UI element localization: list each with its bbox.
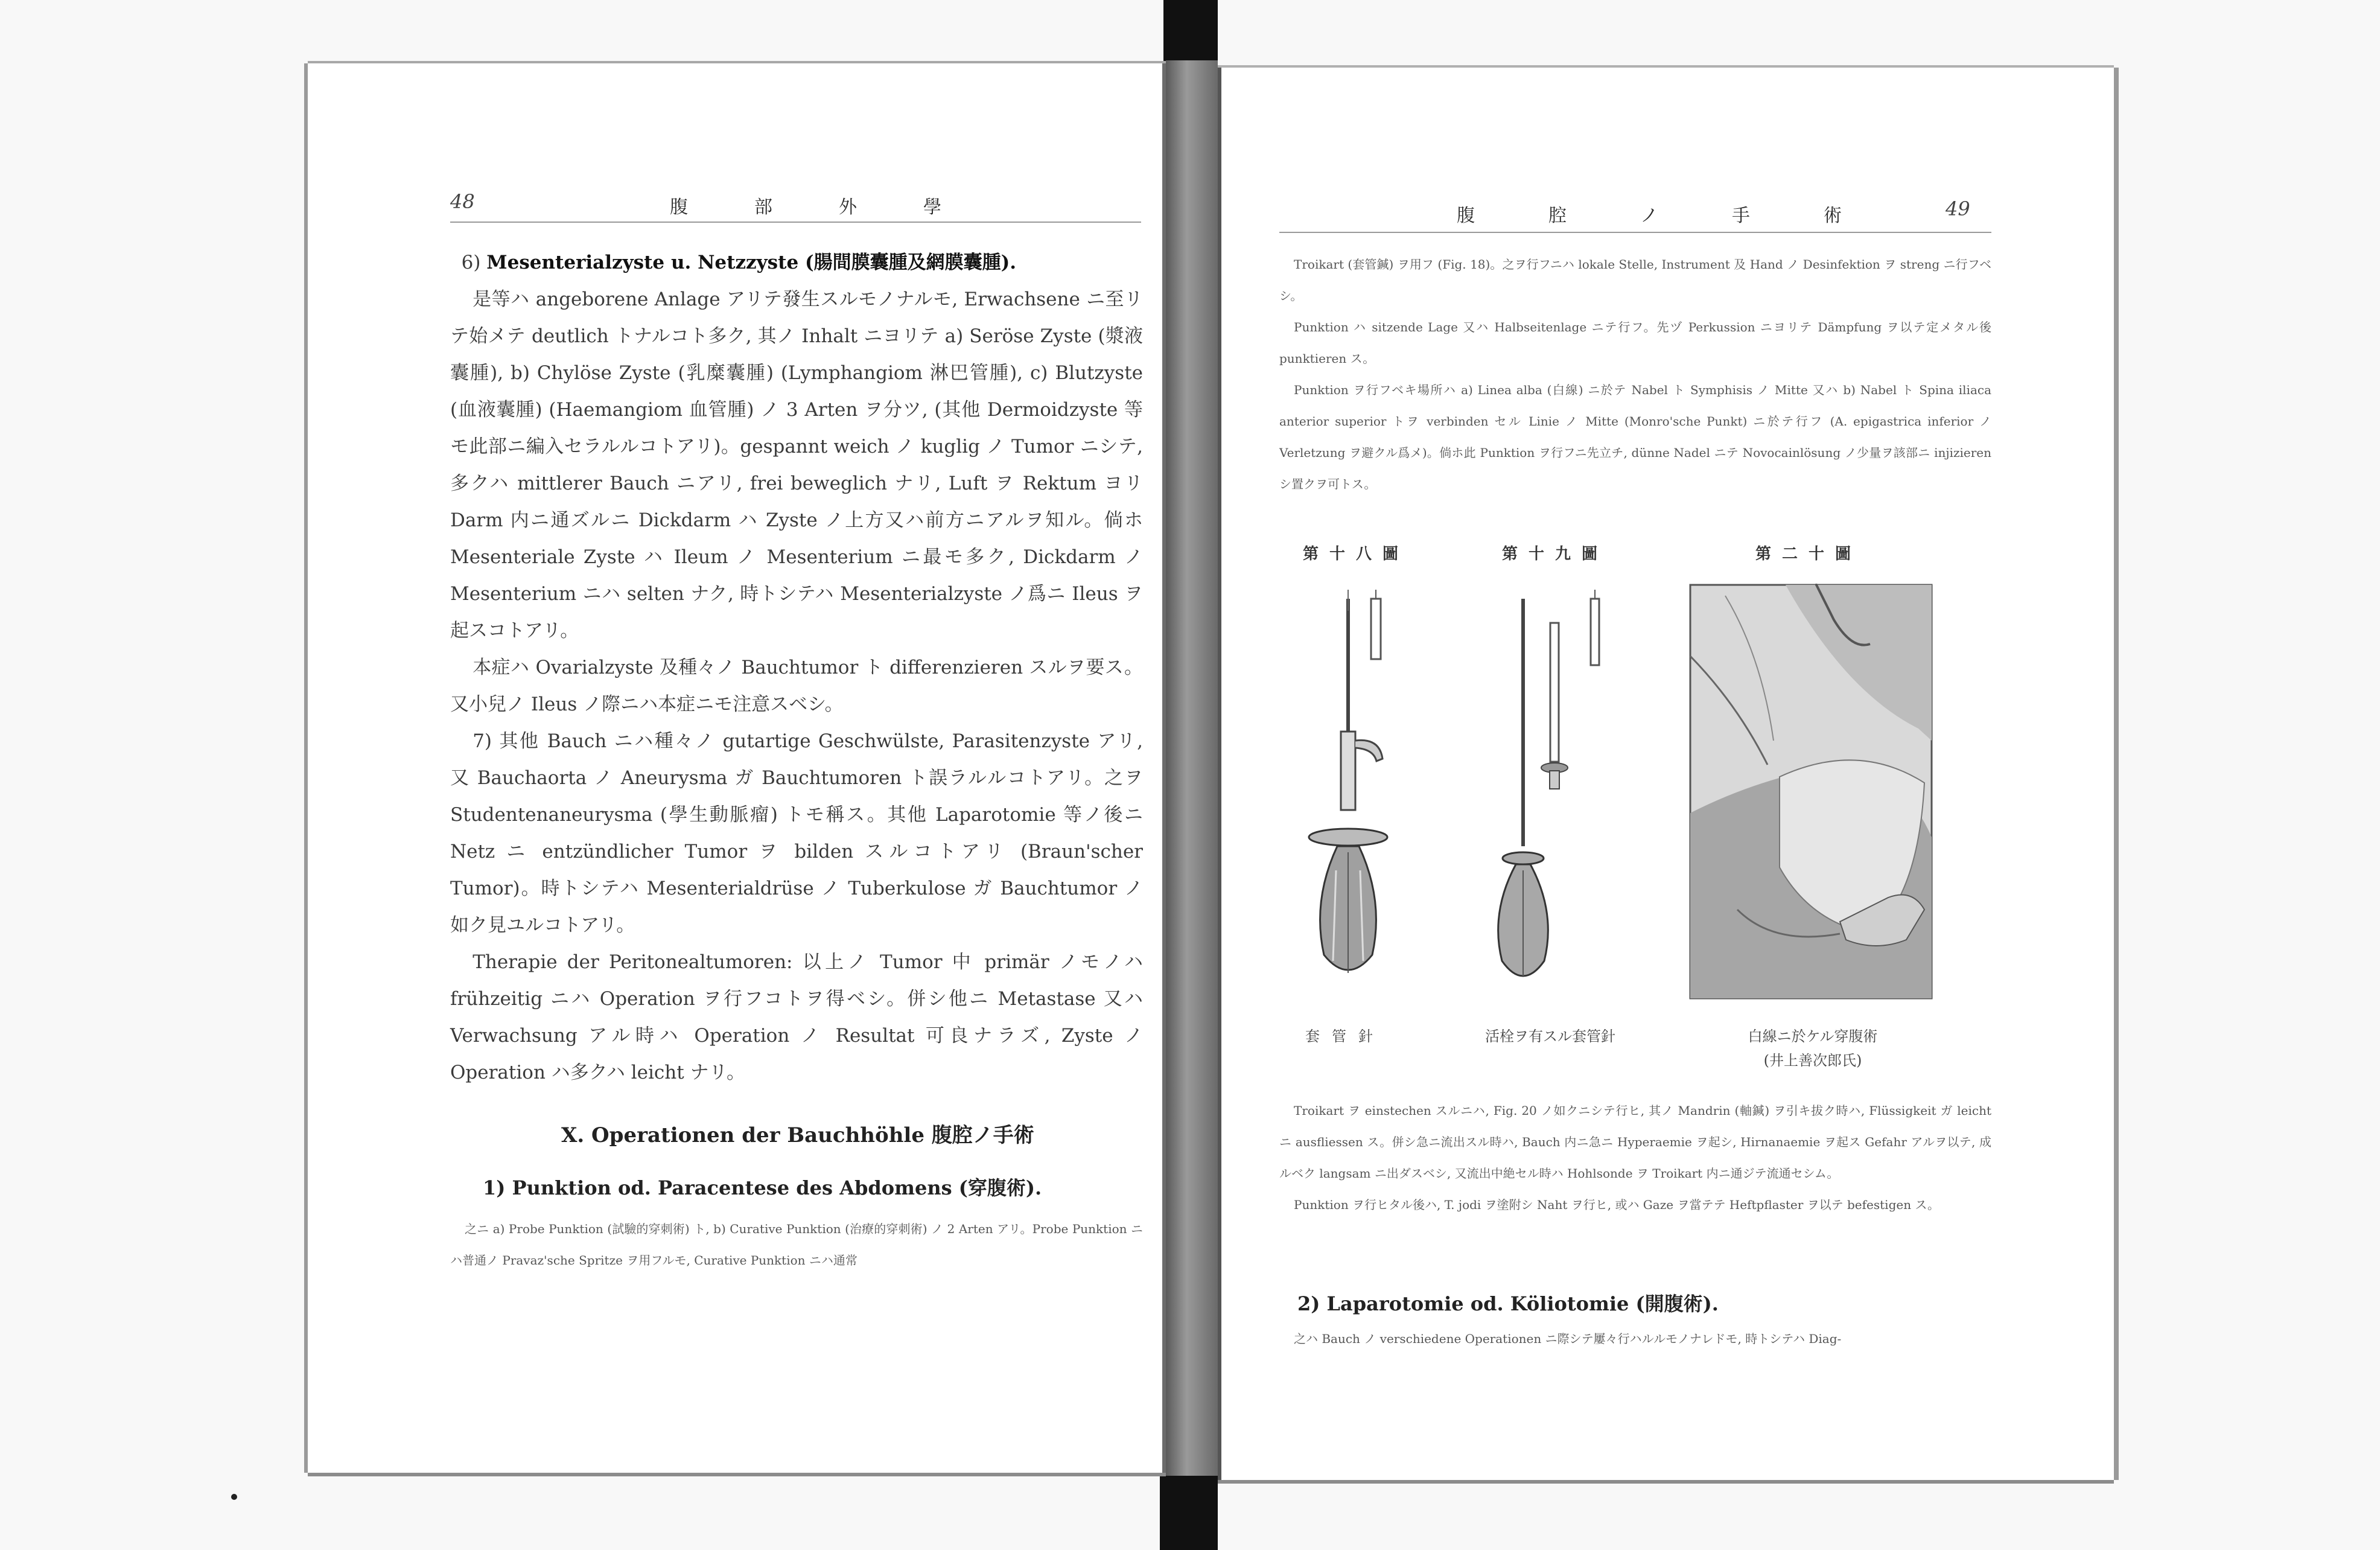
right-last-line <box>1279 1323 1991 1354</box>
figure-20-caption: 第二十圖 <box>1755 545 1862 563</box>
small-paragraph: Punktion ヲ行フベキ場所ハ a) Linea alba (白線) ニ於テ Nabel ト Symphisis ノ Mitte 又ハ b) Nabel ト Spina iliaca anterior superior トヲ verbinden セル Linie ノ Mitte (Monro'sche Punkt) ニ於テ行フ (A. epigastrica inferior ノ Verletzung ヲ避クル爲メ)。倘ホ此 Punktion ヲ行フニ先立チ, dünne Nadel ニテ Novocainlösung ノ少量ヲ該部ニ injizieren シ置クヲ可トス。 <box>1279 383 1991 491</box>
header-rule <box>450 222 1141 223</box>
paragraph: 7) 其他 Bauch ニハ種々ノ gutartige Geschwülste, Parasitenzyste アリ, 又 Bauchaorta ノ Aneurysma ガ Bauchtumoren ト誤ラルルコトアリ。之ヲ Studentenaneurysma (學生動脈瘤) トモ稱ス。其他 Laparotomie 等ノ後ニ Netz ニ entzündlicher Tumor ヲ bilden スルコトアリ (Braun'scher Tumor)。時トシテハ Mesenterialdrüse ノ Tuberkulose ガ Bauchtumor ノ如ク見ユルコトアリ。 <box>450 730 1143 936</box>
paragraph-number: 6) <box>461 252 481 273</box>
header-rule <box>1279 232 1991 233</box>
small-paragraph: 之ハ Bauch ノ verschiedene Operationen ニ際シテ屢々行ハルルモノナレドモ, 時トシテハ Diag- <box>1294 1332 1842 1346</box>
figure-20-label: 白線ニ於ケル穿腹術 <box>1748 1028 1878 1045</box>
running-head: 腹 部 外 學 <box>670 197 966 218</box>
small-text <box>450 1213 1143 1276</box>
small-paragraph: Troikart (套管鍼) ヲ用フ (Fig. 18)。之ヲ行フニハ lokale Stelle, Instrument 及 Hand ノ Desinfektion ヲ streng ニ行フベシ。 <box>1279 257 1991 303</box>
right-top-text <box>1279 249 1991 500</box>
right-bottom-text <box>1279 1095 1991 1220</box>
small-paragraph: 之ニ a) Probe Punktion (試驗的穿刺術) ト, b) Curative Punktion (治療的穿刺術) ノ 2 Arten アリ。Probe Punktion ニハ普通ノ Pravaz'sche Spritze ヲ用フルモ, Curative Punktion ニハ通常 <box>450 1222 1143 1268</box>
small-paragraph: Troikart ヲ einstechen スルニハ, Fig. 20 ノ如クニシテ行ヒ, 其ノ Mandrin (軸鍼) ヲ引キ拔ク時ハ, Flüssigkeit ガ leicht ニ ausfliessen ス。併シ急ニ流出スル時ハ, Bauch 内ニ急ニ Hyperaemie ヲ起シ, Hirnanaemie ヲ起ス Gefahr アルヲ以テ, 成ルベク langsam ニ出ダスベシ, 又流出中絶セル時ハ Hohlsonde ヲ Troikart 内ニ通ジテ流通セシム。 <box>1279 1103 1991 1181</box>
figure-18-caption: 第十八圖 <box>1303 545 1410 563</box>
right-page <box>1218 68 2114 1480</box>
running-head: 腹 腔 ノ 手 術 <box>1457 205 1869 226</box>
figure-18-trocar-illustration <box>1300 587 1421 1009</box>
small-paragraph: Punktion ハ sitzende Lage 又ハ Halbseitenlage ニテ行フ。先ヅ Perkussion ニヨリテ Dämpfung ヲ以テ定メタル後 punktieren ス。 <box>1279 320 1991 366</box>
figure-20-abdominal-puncture-illustration <box>1689 584 1933 1000</box>
left-text-block <box>450 244 1143 1091</box>
book-spine <box>1166 60 1218 1476</box>
left-page <box>308 63 1166 1473</box>
paragraph-6-heading <box>450 244 1143 281</box>
small-paragraph: Punktion ヲ行ヒタル後ハ, T. jodi ヲ塗附シ Naht ヲ行ヒ, 或ハ Gaze ヲ當テテ Heftpflaster ヲ以テ befestigen ス。 <box>1294 1198 1940 1212</box>
paragraph: Therapie der Peritonealtumoren: 以上ノ Tumor 中 primär ノモノハ frühzeitig ニハ Operation ヲ行フコトヲ得ベシ。併シ他ニ Metastase 又ハ Verwachsung アル時ハ Operation ノ Resultat 可良ナラズ, Zyste ノ Operation ハ多クハ leicht ナリ。 <box>450 951 1143 1083</box>
scan-speck <box>231 1494 237 1500</box>
section-title: X. Operationen der Bauchhöhle 腹腔ノ手術 <box>561 1123 1034 1147</box>
figure-20-sublabel: (井上善次郎氏) <box>1763 1052 1862 1069</box>
figure-19-caption: 第十九圖 <box>1502 545 1609 563</box>
binding-tape-bottom <box>1160 1473 1218 1550</box>
binding-tape-top <box>1163 0 1218 69</box>
figure-18-label: 套管針 <box>1305 1028 1385 1045</box>
page-number: 49 <box>1946 197 1970 220</box>
paragraph: 本症ハ Ovarialzyste 及種々ノ Bauchtumor ト differenzieren スルヲ要ス。又小兒ノ Ileus ノ際ニハ本症ニモ注意スベシ。 <box>450 657 1143 715</box>
paragraph: 是等ハ angeborene Anlage アリテ發生スルモノナルモ, Erwachsene ニ至リテ始メテ deutlich トナルコト多ク, 其ノ Inhalt ニヨリテ a) Seröse Zyste (漿液囊腫), b) Chylöse Zyste (乳糜囊腫) (Lymphangiom 淋巴管腫), c) Blutzyste (血液囊腫) (Haemangiom 血管腫) ノ 3 Arten ヲ分ツ, (其他 Dermoidzyste 等モ此部ニ編入セラルルコトアリ)。gespannt weich ノ kuglig ノ Tumor ニシテ, 多クハ mittlerer Bauch ニアリ, frei beweglich ナリ, Luft ヲ Rektum ヨリ Darm 内ニ通ズルニ Dickdarm ハ Zyste ノ上方又ハ前方ニアルヲ知ル。倘ホ Mesenteriale Zyste ハ Ileum ノ Mesenterium ニ最モ多ク, Dickdarm ノ Mesenterium ニハ selten ナク, 時トシテハ Mesenterialzyste ノ爲ニ Ileus ヲ起スコトアリ。 <box>450 289 1143 642</box>
figure-19-label: 活栓ヲ有スル套管針 <box>1485 1028 1615 1045</box>
section-title: 2) Laparotomie od. Köliotomie (開腹術). <box>1297 1292 1719 1315</box>
subsection-title: 1) Punktion od. Paracentese des Abdomens (穿腹術). <box>483 1176 1042 1199</box>
page-number: 48 <box>450 190 475 213</box>
figure-19-stopcock-trocar-illustration <box>1487 587 1608 1009</box>
paragraph-title: Mesenterialzyste u. Netzzyste (腸間膜囊腫及網膜囊腫). <box>486 252 1017 273</box>
